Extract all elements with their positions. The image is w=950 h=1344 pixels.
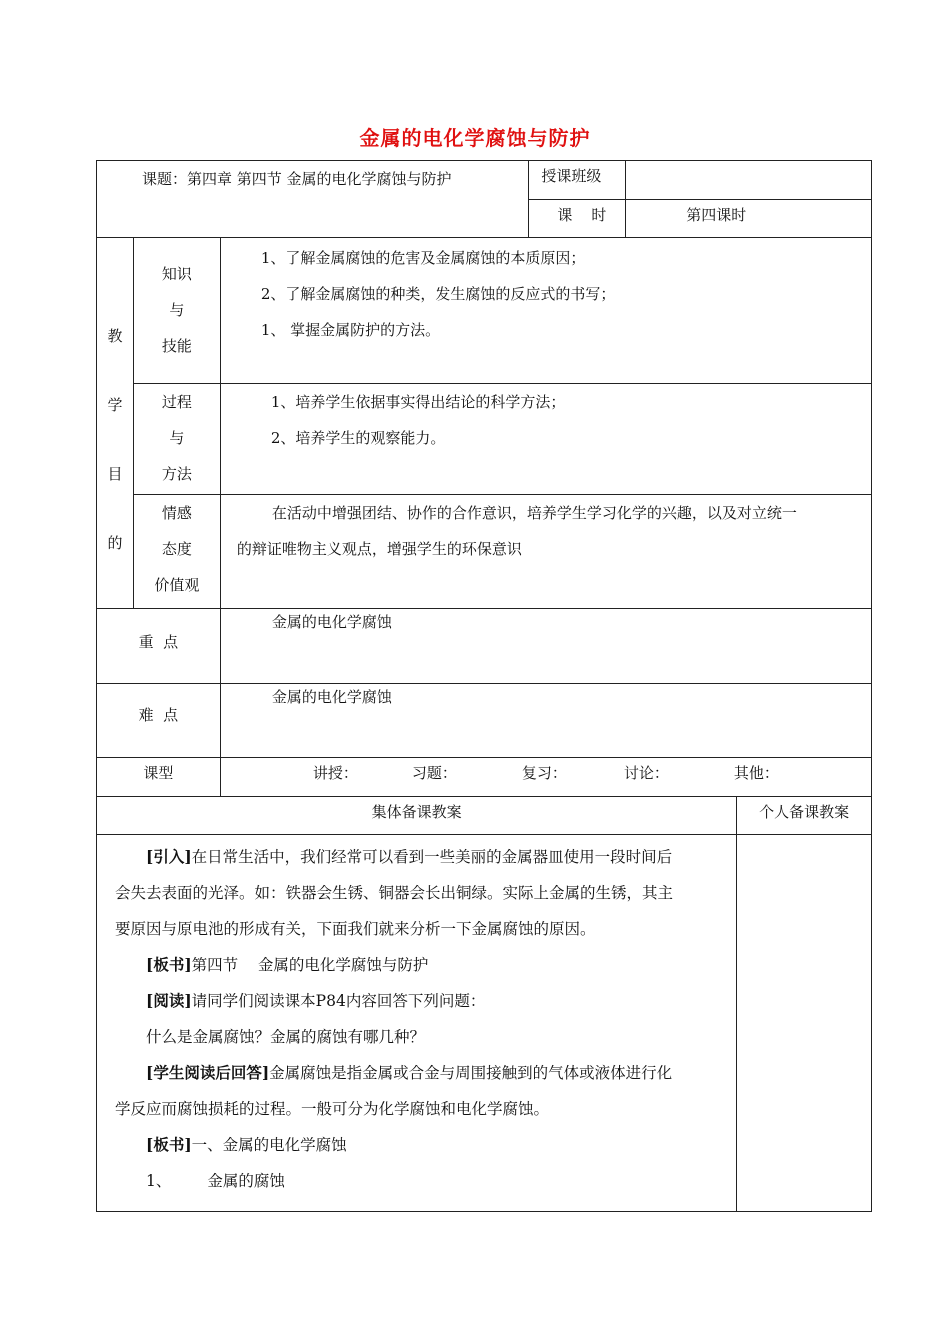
list-item: 1、培养学生依据事实得出结论的科学方法； [270, 393, 566, 411]
emotion-content-cell [220, 495, 871, 609]
knowledge-list [221, 238, 871, 348]
class-label-cell [529, 161, 626, 200]
reading-prompt: [阅读]请同学们阅读课本P84内容回答下列问题： [146, 991, 486, 1010]
intro-paragraph: [引入]在日常生活中，我们经常可以看到一些美丽的金属器皿使用一段时间后 [146, 847, 673, 866]
emotion-text: 在活动中增强团结、协作的合作意识，培养学生学习化学的兴趣，以及对立统一 的辩证唯物主义观点，增强学生的环保意识 [236, 504, 797, 558]
option-lecture: 讲授： [312, 764, 358, 782]
period-label-cell [529, 200, 626, 238]
knowledge-label-cell [133, 238, 220, 384]
option-other: 其他： [733, 764, 779, 782]
topic-cell [97, 161, 529, 238]
process-list [221, 384, 871, 456]
collective-header: 集体备课教案 [371, 803, 462, 821]
difficulty-content-cell [220, 684, 871, 758]
collective-content-cell [97, 835, 737, 1212]
knowledge-label: 知识 与 技能 [161, 265, 192, 355]
lesson-plan-table [96, 796, 872, 1212]
collective-header-cell [97, 797, 737, 835]
key-point-content-cell [220, 609, 871, 684]
lesson-info-table [96, 160, 872, 797]
difficulty-label-cell [97, 684, 221, 758]
difficulty-value: 金属的电化学腐蚀 [271, 688, 392, 706]
list-item: 1、 掌握金属防护的方法。 [260, 321, 441, 339]
answer-paragraph: [学生阅读后回答]金属腐蚀是指金属或合金与周围接触到的气体或液体进行化 [146, 1063, 673, 1082]
process-label-cell [133, 384, 220, 495]
option-review: 复习： [521, 764, 567, 782]
option-discussion: 讨论： [623, 764, 669, 782]
list-item: 1、 金属的腐蚀 [146, 1172, 285, 1190]
personal-header-cell [737, 797, 872, 835]
topic-text: 课题：第四章 第四节 金属的电化学腐蚀与防护 [142, 170, 452, 188]
period-value: 第四课时 [686, 206, 747, 224]
option-exercise: 习题： [411, 764, 457, 782]
board-note-2: [板书]一、金属的电化学腐蚀 [146, 1135, 347, 1154]
class-value-cell [626, 161, 872, 200]
process-label: 过程 与 方法 [161, 393, 192, 483]
period-value-cell [626, 200, 872, 238]
personal-content-cell [737, 835, 872, 1212]
lesson-type-label: 课型 [143, 764, 174, 782]
list-item: 2、了解金属腐蚀的种类，发生腐蚀的反应式的书写； [260, 285, 616, 303]
lesson-type-content-cell [220, 758, 871, 797]
key-point-label-cell [97, 609, 221, 684]
process-content-cell [220, 384, 871, 495]
class-label: 授课班级 [541, 167, 602, 185]
period-label: 课 时 [557, 206, 607, 224]
emotion-label: 情感 态度 价值观 [154, 504, 200, 594]
lesson-type-options [221, 758, 871, 792]
collective-content: [引入]在日常生活中，我们经常可以看到一些美丽的金属器皿使用一段时间后 会失去表面的光泽。如：铁器会生锈、铜器会长出铜绿。实际上金属的生锈，其主 要原因与原电池的形成有关，下面我们就来分析一下金属腐蚀的原因。 [板书]第四节 金属的电化学腐蚀与防护 [阅读]请同学们阅读课本P84内容回答下列问题： 什么是金属腐蚀？金属的腐蚀有哪几种？ [学生阅读后回答]金属腐蚀是指金属或合金与周围接触到的气体或液体进行化 学反应而腐蚀损耗的过程。一般可分为化学腐蚀和电化学腐蚀。 [板书]一、金属的电化学腐蚀 1、 金属的腐蚀 [97, 835, 736, 1199]
personal-header: 个人备课教案 [759, 803, 850, 821]
board-note-1: [板书]第四节 金属的电化学腐蚀与防护 [146, 955, 429, 974]
objectives-label-cell [97, 238, 134, 609]
list-item: 1、了解金属腐蚀的危害及金属腐蚀的本质原因； [260, 249, 586, 267]
lesson-type-label-cell [97, 758, 221, 797]
knowledge-content-cell [220, 238, 871, 384]
list-item: 2、培养学生的观察能力。 [270, 429, 446, 447]
difficulty-label: 难 点 [138, 706, 179, 724]
objectives-label: 教 学 目 的 [107, 327, 123, 552]
key-point-label: 重 点 [138, 633, 179, 651]
question-text: 什么是金属腐蚀？金属的腐蚀有哪几种？ [146, 1028, 426, 1046]
page-title: 金属的电化学腐蚀与防护 [359, 126, 591, 150]
key-point-value: 金属的电化学腐蚀 [271, 613, 392, 631]
emotion-label-cell [133, 495, 220, 609]
